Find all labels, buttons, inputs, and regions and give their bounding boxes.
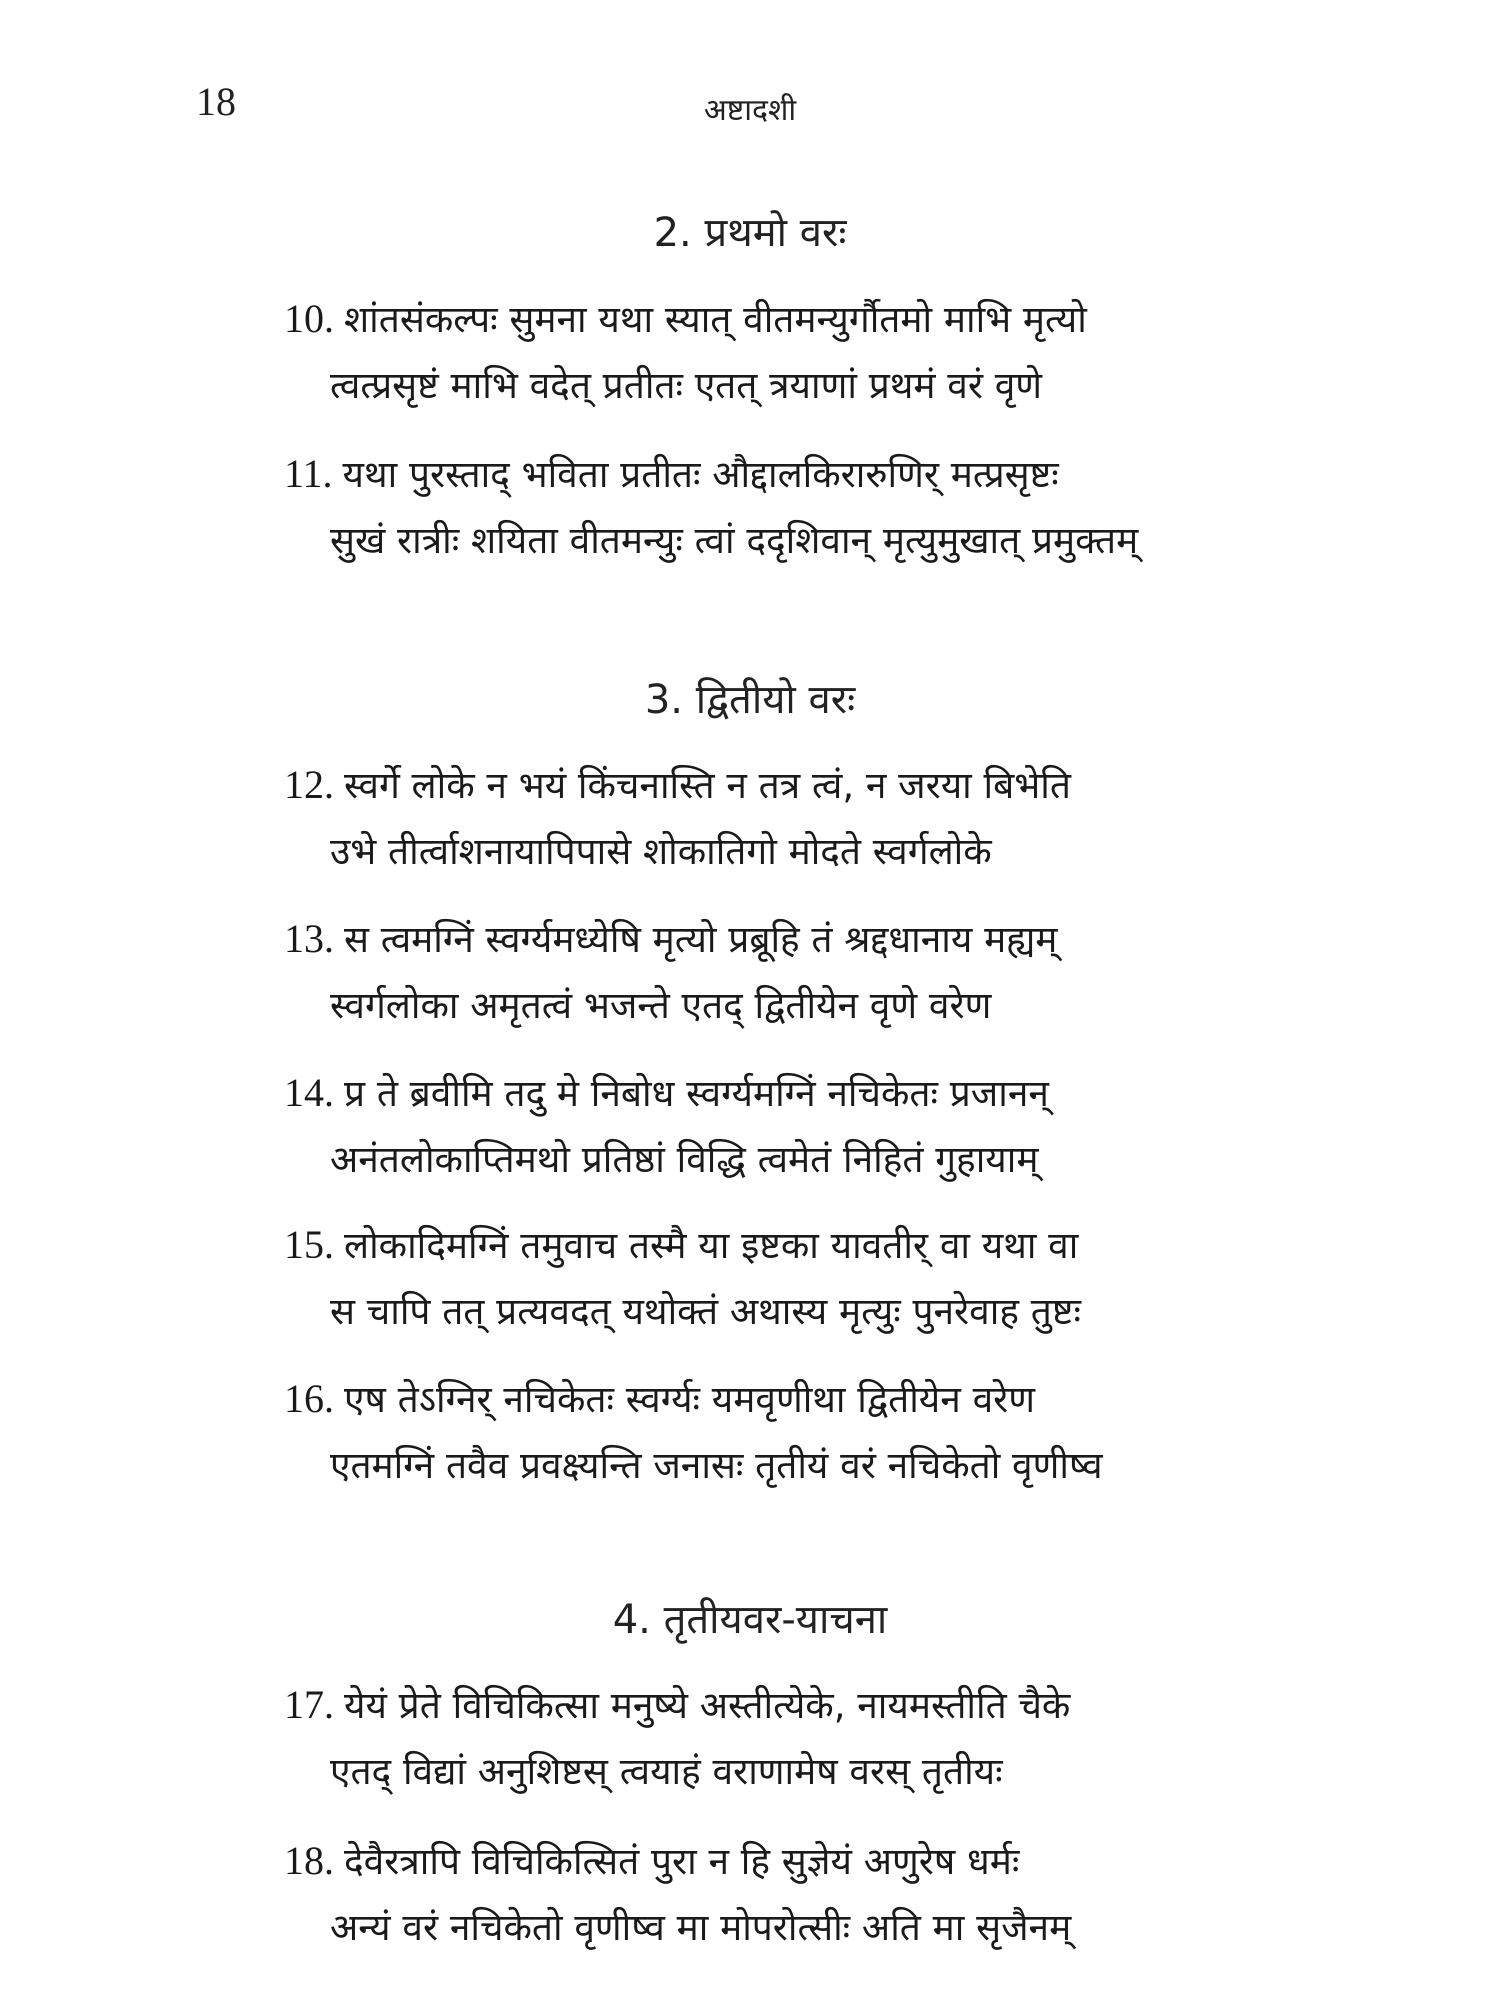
verse-number: 11.	[284, 451, 333, 496]
section-heading-2: 2. प्रथमो वरः	[653, 210, 847, 256]
verse-number: 15.	[284, 1222, 334, 1267]
verse-line-2: एतद् विद्यां अनुशिष्टस् त्वयाहं वराणामेष वरस् तृतीयः	[330, 1750, 1003, 1793]
verse-line-2: अन्यं वरं नचिकेतो वृणीष्व मा मोपरोत्सीः अति मा सृजैनम्	[330, 1906, 1072, 1949]
verse-line-1	[284, 1834, 1019, 1885]
verse-text: देवैरत्रापि विचिकित्सितं पुरा न हि सुज्ञेयं अणुरेष धर्मः	[344, 1840, 1020, 1883]
verse-line-1	[284, 447, 1059, 498]
verse-number: 10.	[284, 296, 334, 341]
verse-line-2: सुखं रात्रीः शयिता वीतमन्युः त्वां ददृशिवान् मृत्युमुखात् प्रमुक्तम्	[330, 519, 1139, 562]
verse-number: 14.	[284, 1070, 334, 1115]
verse-line-2: एतमग्निं तवैव प्रवक्ष्यन्ति जनासः तृतीयं वरं नचिकेतो वृणीष्व	[330, 1444, 1103, 1487]
verse-text: स त्वमग्निं स्वर्ग्यमध्येषि मृत्यो प्रब्रूहि तं श्रद्दधानाय मह्यम्	[344, 918, 1058, 961]
verse-line-2: अनंतलोकाप्तिमथो प्रतिष्ठां विद्धि त्वमेतं निहितं गुहायाम्	[330, 1138, 1039, 1181]
verse-line-1	[284, 1372, 1035, 1423]
verse-text: प्र ते ब्रवीमि तदु मे निबोध स्वर्ग्यमग्निं नचिकेतः प्रजानन्	[344, 1072, 1049, 1115]
verse-line-1	[284, 912, 1057, 963]
verse-number: 17.	[284, 1682, 334, 1727]
section-heading-3: 3. द्वितीयो वरः	[644, 677, 856, 723]
verse-text: यथा पुरस्ताद् भविता प्रतीतः औद्दालकिरारुणिर् मत्प्रसृष्टः	[342, 453, 1059, 496]
verse-number: 16.	[284, 1376, 334, 1421]
running-head: अष्टादशी	[703, 93, 797, 128]
verse-line-2: उभे तीर्त्वाशनायापिपासे शोकातिगो मोदते स्वर्गलोके	[330, 830, 992, 873]
verse-number: 12.	[284, 762, 334, 807]
verse-line-2: स्वर्गलोका अमृतत्वं भजन्ते एतद् द्वितीयेन वृणे वरेण	[330, 984, 992, 1027]
verse-text: शांतसंकल्पः सुमना यथा स्यात् वीतमन्युर्गौतमो माभि मृत्यो	[344, 298, 1087, 341]
verse-text: एष तेऽग्निर् नचिकेतः स्वर्ग्यः यमवृणीथा द्वितीयेन वरेण	[344, 1378, 1036, 1421]
section-heading-4: 4. तृतीयवर-याचना	[612, 1597, 888, 1643]
verse-text: स्वर्गे लोके न भयं किंचनास्ति न तत्र त्वं, न जरया बिभेति	[344, 764, 1071, 807]
verse-number: 18.	[284, 1838, 334, 1883]
verse-number: 13.	[284, 916, 334, 961]
verse-text: लोकादिमग्निं तमुवाच तस्मै या इष्टका यावतीर् वा यथा वा	[344, 1224, 1079, 1267]
verse-line-1	[284, 1218, 1078, 1269]
verse-line-2: त्वत्प्रसृष्टं माभि वदेत् प्रतीतः एतत् त्रयाणां प्रथमं वरं वृणे	[330, 364, 1043, 407]
verse-line-2: स चापि तत् प्रत्यवदत् यथोक्तं अथास्य मृत्युः पुनरेवाह तुष्टः	[330, 1290, 1081, 1333]
verse-line-1	[284, 1678, 1070, 1729]
verse-text: येयं प्रेते विचिकित्सा मनुष्ये अस्तीत्येके, नायमस्तीति चैके	[344, 1684, 1071, 1727]
page-number: 18	[196, 79, 236, 124]
verse-line-1	[284, 292, 1087, 343]
verse-line-1	[284, 758, 1071, 809]
verse-line-1	[284, 1066, 1049, 1117]
